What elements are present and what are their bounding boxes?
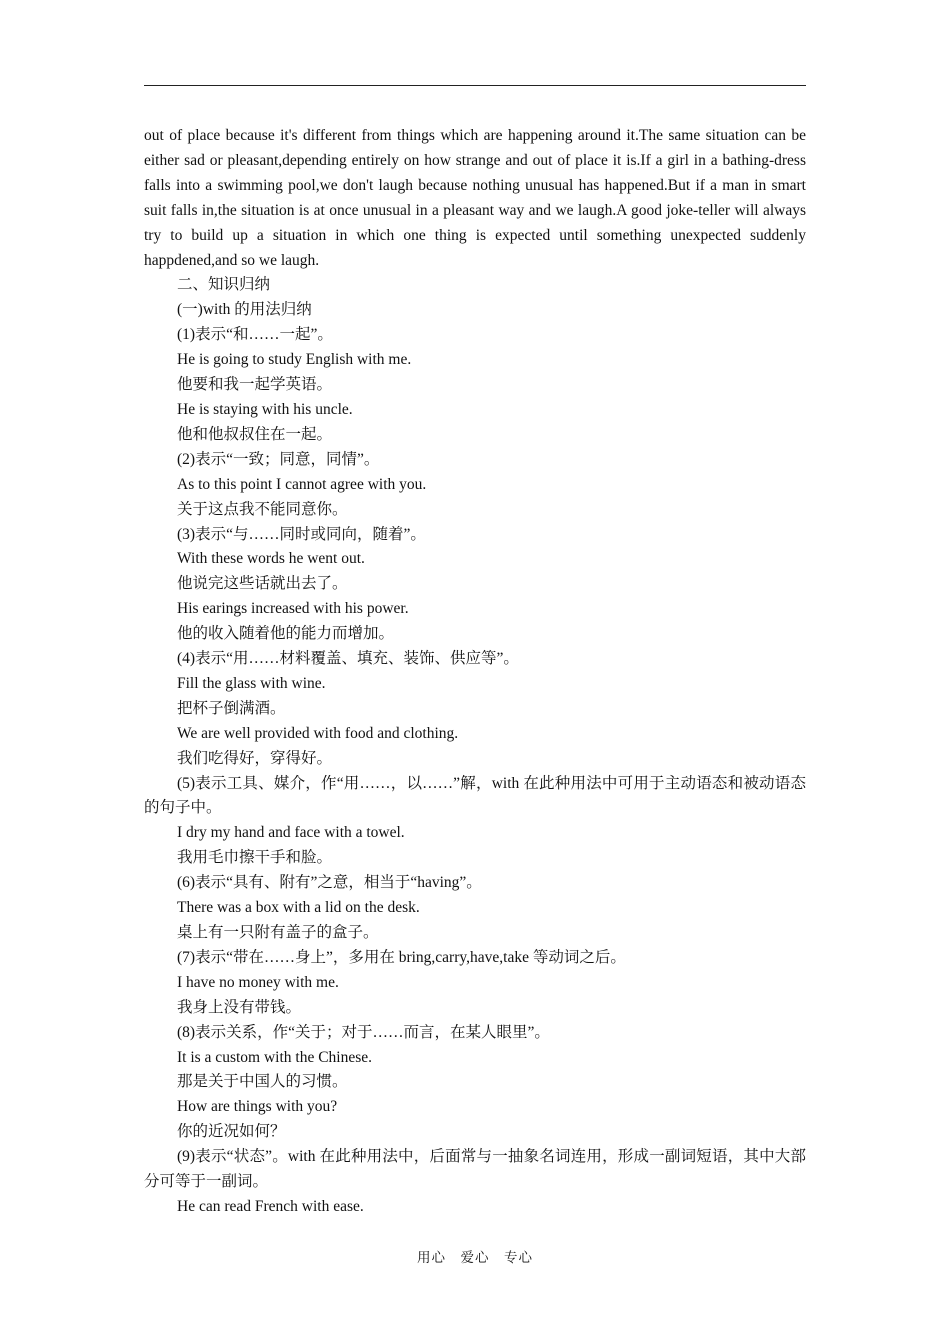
example-english: How are things with you? <box>177 1098 338 1116</box>
example-english: He can read French with ease. <box>177 1197 364 1215</box>
example-english: It is a custom with the Chinese. <box>177 1048 373 1066</box>
example-english: His earings increased with his power. <box>177 600 409 618</box>
usage-item: (3)表示“与……同时或同向，随着”。 <box>177 525 426 543</box>
usage-item: (2)表示“一致；同意，同情”。 <box>177 450 380 468</box>
section-heading: 二、知识归纳 <box>177 276 271 294</box>
usage-item: (6)表示“具有、附有”之意，相当于“having”。 <box>177 874 482 892</box>
example-english: He is going to study English with me. <box>177 351 412 369</box>
example-chinese: 桌上有一只附有盖子的盒子。 <box>177 924 379 941</box>
usage-item: (4)表示“用……材料覆盖、填充、装饰、供应等”。 <box>177 650 519 668</box>
example-chinese: 他说完这些话就出去了。 <box>177 575 348 593</box>
example-chinese: 我身上没有带钱。 <box>177 998 302 1016</box>
example-chinese: 你的近况如何？ <box>177 1123 286 1141</box>
example-chinese: 他和他叔叔住在一起。 <box>177 425 333 443</box>
example-english: I dry my hand and face with a towel. <box>177 824 405 842</box>
usage-item: (7)表示“带在……身上”，多用在 bring,carry,have,take 等动词之后。 <box>177 948 626 966</box>
example-english: Fill the glass with wine. <box>177 674 326 692</box>
paragraph-continuation: out of place because it's different from things which are happening around it.The same situation can be either sad or pleasant,depending entirely on how strange and out of place it is.If a girl in a bathing-dress falls into a swimming pool,we don't laugh because nothing unusual has happened.But if a man in smart suit falls in,the situation is at once unusual in a pleasant way and we laugh.A good joke-teller will always try to build up a situation in which one thing is expected until something unexpected suddenly happdened,and so we laugh. <box>144 127 806 269</box>
example-chinese: 那是关于中国人的习惯。 <box>177 1073 348 1091</box>
usage-item: (8)表示关系，作“关于；对于……而言，在某人眼里”。 <box>177 1023 550 1041</box>
document-body <box>144 124 806 1220</box>
usage-item: (9)表示“状态”。with 在此种用法中，后面常与一抽象名词连用，形成一副词短语，其中大部分可等于一副词。 <box>144 1148 806 1191</box>
example-english: With these words he went out. <box>177 550 365 568</box>
example-english: I have no money with me. <box>177 973 339 991</box>
example-english: He is staying with his uncle. <box>177 400 353 418</box>
example-chinese: 我用毛巾擦干手和脸。 <box>177 849 333 867</box>
example-english: As to this point I cannot agree with you. <box>177 475 427 493</box>
example-chinese: 他的收入随着他的能力而增加。 <box>177 625 395 643</box>
example-chinese: 把杯子倒满酒。 <box>177 699 286 717</box>
example-chinese: 他要和我一起学英语。 <box>177 376 333 394</box>
example-chinese: 我们吃得好，穿得好。 <box>177 749 333 767</box>
usage-item: (1)表示“和……一起”。 <box>177 326 333 344</box>
usage-item: (5)表示工具、媒介，作“用……，以……”解，with 在此种用法中可用于主动语态和被动语态的句子中。 <box>144 774 806 817</box>
header-rule <box>144 85 806 86</box>
page-footer: 用心 爱心 专心 <box>417 1250 533 1265</box>
example-english: There was a box with a lid on the desk. <box>177 899 420 917</box>
subsection-heading: (一)with 的用法归纳 <box>177 301 312 319</box>
example-chinese: 关于这点我不能同意你。 <box>177 500 348 518</box>
example-english: We are well provided with food and clothing. <box>177 724 459 742</box>
